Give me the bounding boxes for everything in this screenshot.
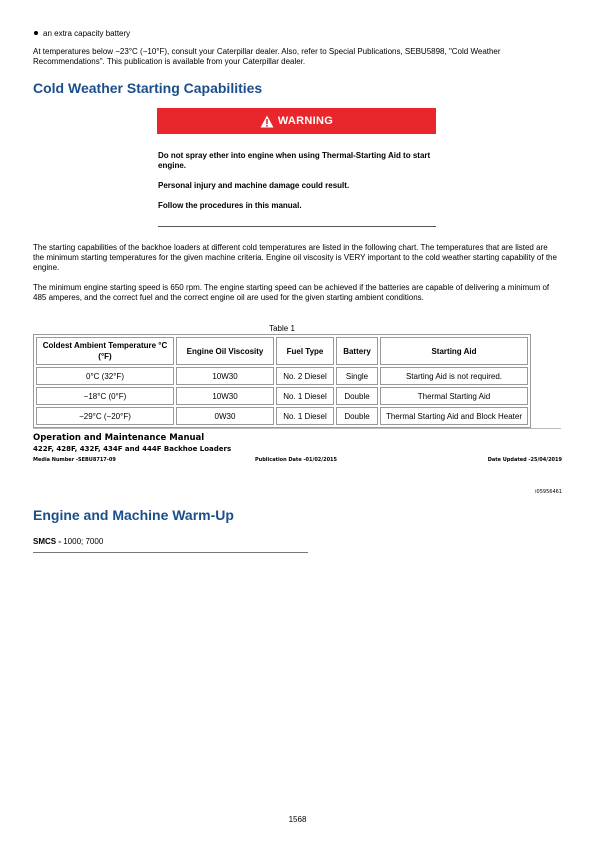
table-cell: Single bbox=[336, 367, 378, 385]
table-cell: 10W30 bbox=[176, 367, 274, 385]
table-row bbox=[36, 367, 528, 385]
smcs-divider bbox=[33, 552, 308, 553]
table-cell: No. 1 Diesel bbox=[276, 387, 334, 405]
table-cell: No. 1 Diesel bbox=[276, 407, 334, 425]
table-row bbox=[36, 407, 528, 425]
table-cell: 0°C (32°F) bbox=[36, 367, 174, 385]
paragraph-starting-capabilities: The starting capabilities of the backhoe loaders at different cold temperatures are listed in the following chart. The temperatures that are listed are the minimum starting temperatures for the given machine criteria. Engine oil viscosity is VERY important to the cold weather starting capability of the engine. bbox=[33, 243, 557, 272]
warning-banner bbox=[157, 108, 436, 134]
table-cell: Double bbox=[336, 407, 378, 425]
warning-line: Personal injury and machine damage could result. bbox=[158, 181, 350, 190]
warning-line: Do not spray ether into engine when using Thermal-Starting Aid to start engine. bbox=[158, 151, 431, 170]
column-header: Fuel Type bbox=[276, 337, 334, 365]
table-cell: −29°C (−20°F) bbox=[36, 407, 174, 425]
table-cell: −18°C (0°F) bbox=[36, 387, 174, 405]
table-cell: Starting Aid is not required. bbox=[380, 367, 528, 385]
media-number: Media Number -SEBU8717-09 bbox=[33, 457, 116, 463]
page-number: 1568 bbox=[288, 815, 307, 824]
column-header: Coldest Ambient Temperature °C (°F) bbox=[36, 337, 174, 365]
warning-label: WARNING bbox=[277, 115, 334, 127]
manual-subtitle: 422F, 428F, 432F, 434F and 444F Backhoe Loaders bbox=[33, 445, 232, 453]
table-cell: Thermal Starting Aid bbox=[380, 387, 528, 405]
smcs-value: 1000; 7000 bbox=[63, 537, 104, 546]
section-heading-warm-up: Engine and Machine Warm-Up bbox=[33, 507, 234, 523]
warning-line: Follow the procedures in this manual. bbox=[158, 201, 302, 210]
table-row bbox=[36, 387, 528, 405]
table-cell: 0W30 bbox=[176, 407, 274, 425]
table-header-row bbox=[36, 337, 528, 365]
warning-divider bbox=[158, 226, 436, 227]
publication-date: Publication Date -01/02/2015 bbox=[255, 457, 338, 463]
table-cell: No. 2 Diesel bbox=[276, 367, 334, 385]
table-caption: Table 1 bbox=[269, 324, 295, 333]
smcs-line bbox=[33, 537, 103, 546]
bullet-item bbox=[34, 29, 130, 38]
date-updated: Date Updated -25/04/2019 bbox=[487, 457, 562, 463]
starting-capability-table bbox=[33, 334, 531, 428]
table-cell: Thermal Starting Aid and Block Heater bbox=[380, 407, 528, 425]
manual-title: Operation and Maintenance Manual bbox=[33, 433, 205, 443]
smcs-label: SMCS - bbox=[33, 537, 64, 546]
paragraph-min-starting-speed: The minimum engine starting speed is 650 rpm. The engine starting speed can be achieved if the batteries are capable of delivering a minimum of 485 amperes, and the correct fuel and the correct engine oil are used for the given starting ambient conditions. bbox=[33, 283, 550, 302]
column-header: Engine Oil Viscosity bbox=[176, 337, 274, 365]
bullet-text: an extra capacity battery bbox=[43, 29, 131, 38]
footer-divider bbox=[33, 428, 561, 429]
section-heading-cold-weather: Cold Weather Starting Capabilities bbox=[33, 80, 263, 96]
document-id: i05956461 bbox=[535, 489, 562, 495]
bullet-dot bbox=[34, 31, 38, 35]
table-cell: 10W30 bbox=[176, 387, 274, 405]
intro-paragraph: At temperatures below −23°C (−10°F), consult your Caterpillar dealer. Also, refer to Special Publications, SEBU5898, "Cold Weather Recommendations". This publication is available from your Caterpillar dealer. bbox=[33, 47, 501, 66]
column-header: Starting Aid bbox=[380, 337, 528, 365]
column-header: Battery bbox=[336, 337, 378, 365]
warning-triangle-icon bbox=[260, 115, 274, 128]
table-cell: Double bbox=[336, 387, 378, 405]
